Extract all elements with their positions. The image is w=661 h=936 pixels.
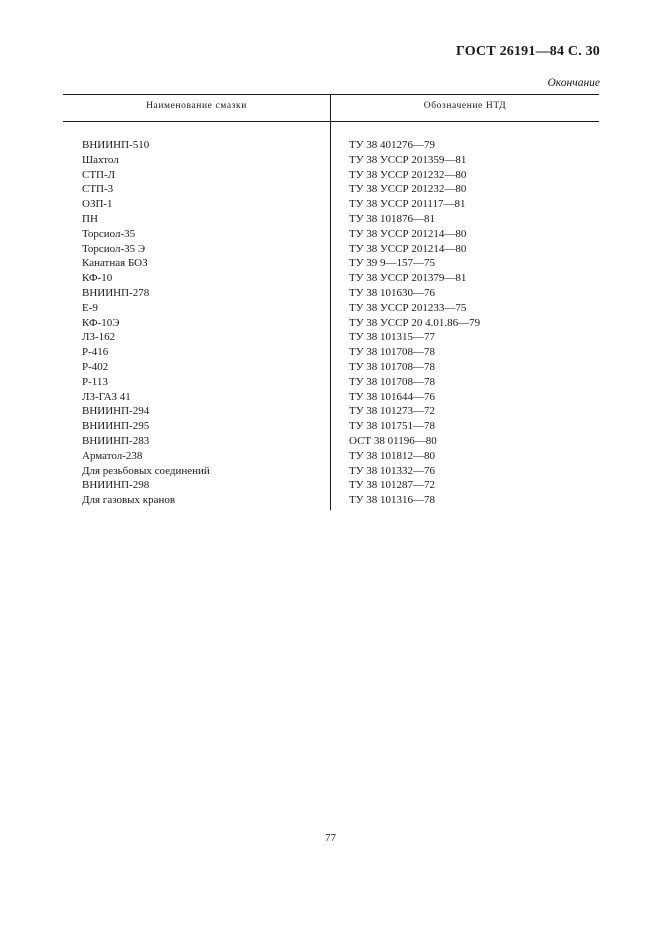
table-row	[0, 375, 661, 390]
table-row	[0, 449, 661, 464]
table-body	[0, 138, 661, 508]
table-row	[0, 493, 661, 508]
ntd-designation: ТУ 38 101708—78	[349, 375, 436, 388]
document-header: ГОСТ 26191—84 С. 30	[456, 44, 600, 59]
ntd-designation: ТУ 38 УССР 201359—81	[349, 153, 467, 166]
ntd-designation: ТУ 38 УССР 201233—75	[349, 301, 467, 314]
lubricant-name: ВНИИНП-298	[82, 479, 150, 492]
table-row	[0, 301, 661, 316]
lubricant-name: Для резьбовых соединений	[82, 464, 210, 477]
lubricant-name: Р-113	[82, 375, 108, 388]
table-row	[0, 168, 661, 183]
table-row	[0, 419, 661, 434]
lubricant-name: Торсиол-35 Э	[82, 242, 146, 255]
ntd-designation: ТУ 38 УССР 20 4.01.86—79	[349, 316, 481, 329]
table-row	[0, 434, 661, 449]
table-row	[0, 390, 661, 405]
lubricant-name: КФ-10Э	[82, 316, 120, 329]
ntd-designation: ТУ 39 9—157—75	[349, 257, 436, 270]
ntd-designation: ТУ 38 101332—76	[349, 464, 436, 477]
table-row	[0, 345, 661, 360]
ntd-designation: ТУ 38 101876—81	[349, 212, 436, 225]
ntd-designation: ТУ 38 101644—76	[349, 390, 436, 403]
ending-label: Окончание	[547, 77, 600, 89]
table-row	[0, 404, 661, 419]
ntd-designation: ТУ 38 101273—72	[349, 405, 436, 418]
table-row	[0, 464, 661, 479]
table-row	[0, 286, 661, 301]
table-row	[0, 227, 661, 242]
ntd-designation: ТУ 38 УССР 201117—81	[349, 198, 466, 211]
ntd-designation: ТУ 38 101708—78	[349, 360, 436, 373]
page-number: 77	[325, 832, 336, 844]
lubricant-name: СТП-3	[82, 183, 114, 196]
table-row	[0, 138, 661, 153]
ntd-designation: ТУ 38 101316—78	[349, 494, 436, 507]
table-row	[0, 197, 661, 212]
table-row	[0, 242, 661, 257]
ntd-designation: ОСТ 38 01196—80	[349, 434, 437, 447]
table-header-rule	[63, 121, 599, 122]
lubricant-name: ВНИИНП-510	[82, 139, 150, 151]
ntd-designation: ТУ 38 101708—78	[349, 346, 436, 359]
lubricant-name: Торсиол-35	[82, 227, 136, 240]
ntd-designation: ТУ 38 101287—72	[349, 479, 436, 492]
ntd-designation: ТУ 38 УССР 201232—80	[349, 168, 467, 181]
column-header-ntd: Обозначение НТД	[423, 101, 507, 111]
ntd-designation: ТУ 38 101630—76	[349, 286, 436, 299]
ntd-designation: ТУ 38 101751—78	[349, 420, 436, 433]
lubricant-name: Шахтол	[82, 153, 119, 166]
table-row	[0, 212, 661, 227]
ntd-designation: ТУ 38 УССР 201214—80	[349, 242, 467, 255]
ntd-designation: ТУ 38 101315—77	[349, 331, 436, 344]
lubricant-name: Канатная БОЗ	[82, 257, 148, 270]
lubricant-name: Р-402	[82, 360, 109, 373]
lubricant-name: Е-9	[82, 301, 98, 314]
ntd-designation: ТУ 38 УССР 201214—80	[349, 227, 467, 240]
lubricant-name: ПН	[82, 212, 98, 225]
lubricant-name: КФ-10	[82, 272, 113, 285]
ntd-designation: ТУ 38 101812—80	[349, 449, 436, 462]
lubricant-name: ОЗП-1	[82, 198, 113, 211]
lubricant-name: ВНИИНП-283	[82, 434, 150, 447]
lubricant-name: Арматол-238	[82, 449, 143, 462]
lubricant-name: ЛЗ-162	[82, 331, 116, 344]
lubricant-name: Р-416	[82, 346, 109, 359]
lubricant-name: СТП-Л	[82, 168, 116, 181]
lubricant-name: ЛЗ-ГАЗ 41	[82, 390, 131, 403]
table-row	[0, 330, 661, 345]
table-row	[0, 256, 661, 271]
lubricant-name: ВНИИНП-278	[82, 286, 150, 299]
lubricant-name: Для газовых кранов	[82, 494, 176, 507]
table-row	[0, 182, 661, 197]
table-row	[0, 271, 661, 286]
lubricant-name: ВНИИНП-294	[82, 405, 150, 418]
table-row	[0, 360, 661, 375]
table-row	[0, 153, 661, 168]
table-top-rule	[63, 94, 599, 95]
ntd-designation: ТУ 38 401276—79	[349, 139, 436, 151]
lubricant-name: ВНИИНП-295	[82, 420, 150, 433]
ntd-designation: ТУ 38 УССР 201379—81	[349, 272, 467, 285]
table-row	[0, 316, 661, 331]
column-header-name: Наименование смазки	[146, 101, 247, 111]
table-row	[0, 478, 661, 493]
ntd-designation: ТУ 38 УССР 201232—80	[349, 183, 467, 196]
